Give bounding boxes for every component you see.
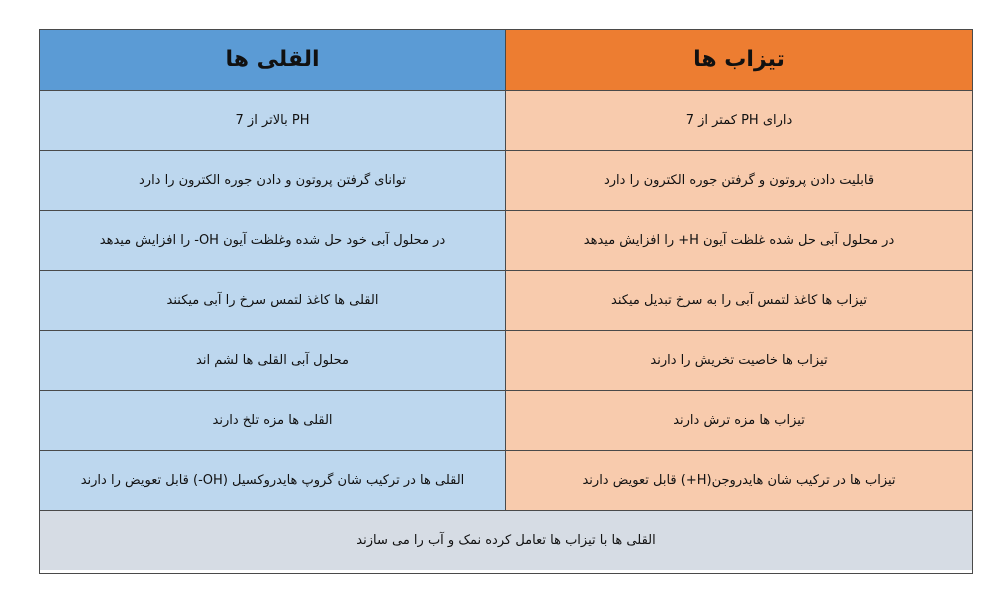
acid-cell: تیزاب ها کاغذ لتمس آبی را به سرخ تبدیل میکند: [506, 271, 972, 330]
acid-cell: تیزاب ها خاصیت تخریش را دارند: [506, 331, 972, 390]
base-cell: محلول آبی القلی ها لشم اند: [40, 331, 506, 390]
table-row: [40, 451, 972, 511]
table-row: [40, 91, 972, 151]
table-row: [40, 391, 972, 451]
table-row: [40, 211, 972, 271]
acid-cell: تیزاب ها مزه ترش دارند: [506, 391, 972, 450]
base-cell: در محلول آبی خود حل شده وغلظت آیون OH- را افزایش میدهد: [40, 211, 506, 270]
acid-cell: دارای PH کمتر از 7: [506, 91, 972, 150]
footer-note: القلی ها با تیزاب ها تعامل کرده نمک و آب را می سازند: [356, 533, 656, 548]
base-cell: القلی ها مزه تلخ دارند: [40, 391, 506, 450]
acid-cell: تیزاب ها در ترکیب شان هایدروجن(H+) قابل تعویض دارند: [506, 451, 972, 510]
acid-cell: در محلول آبی حل شده غلظت آیون H+ را افزایش میدهد: [506, 211, 972, 270]
table-header-row: [40, 30, 972, 91]
base-cell: القلی ها در ترکیب شان گروپ هایدروکسیل (OH-) قابل تعویض را دارند: [40, 451, 506, 510]
table-row: [40, 271, 972, 331]
base-cell: PH بالاتر از 7: [40, 91, 506, 150]
table-footer-row: [40, 511, 972, 570]
acid-cell: قابلیت دادن پروتون و گرفتن جوره الکترون را دارد: [506, 151, 972, 210]
acids-bases-table: [39, 29, 973, 574]
table-row: [40, 151, 972, 211]
base-cell: القلی ها کاغذ لتمس سرخ را آبی میکنند: [40, 271, 506, 330]
table-row: [40, 331, 972, 391]
acids-header: تیزاب ها: [506, 30, 972, 90]
base-cell: توانای گرفتن پروتون و دادن جوره الکترون را دارد: [40, 151, 506, 210]
bases-header: القلی ها: [40, 30, 506, 90]
